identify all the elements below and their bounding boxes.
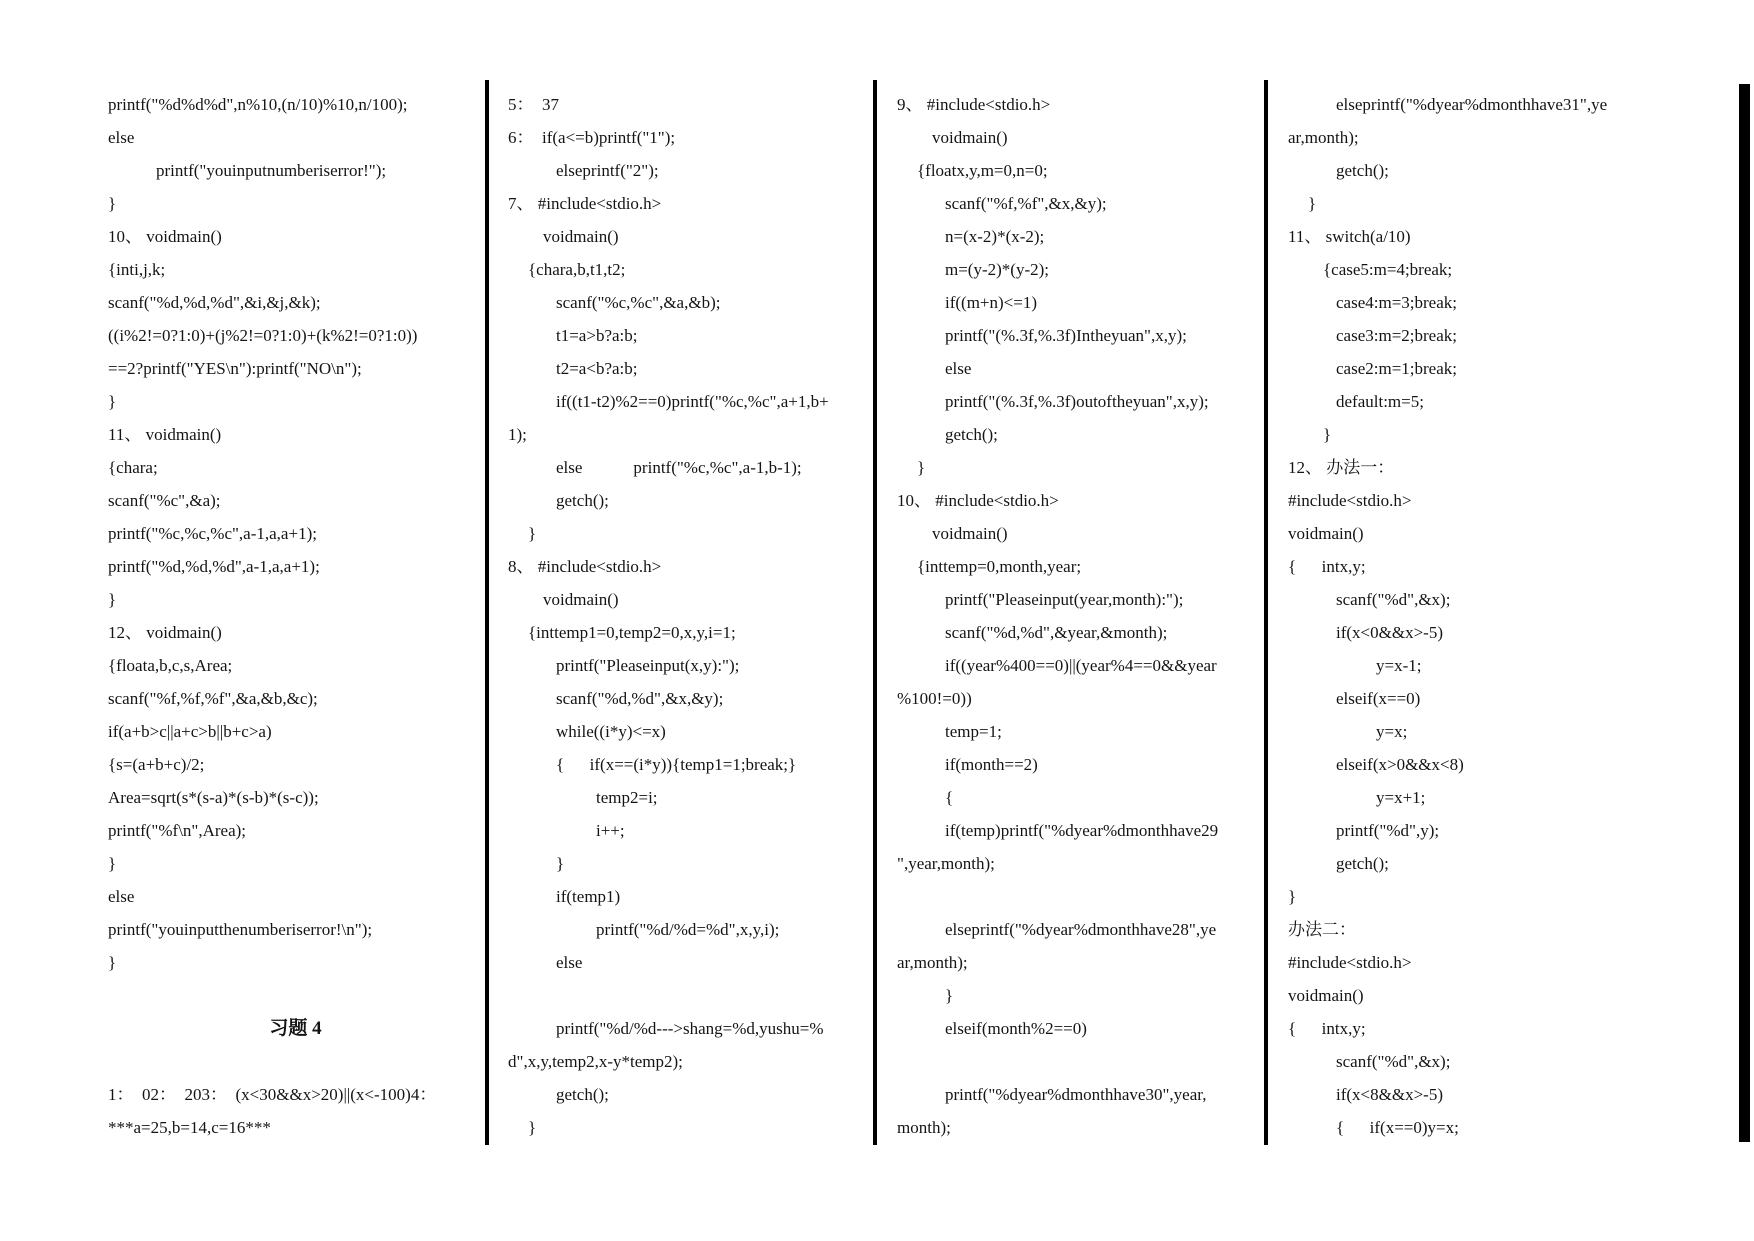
code-line: y=x+1;: [1376, 788, 1426, 807]
code-line: printf("youinputnumberiserror!");: [156, 161, 387, 180]
code-line: ***a=25,b=14,c=16***: [108, 1118, 271, 1137]
code-line: }: [917, 458, 926, 477]
code-line: getch();: [556, 1085, 609, 1104]
code-line: if((t1-t2)%2==0)printf("%c,%c",a+1,b+: [556, 392, 829, 411]
code-line: {chara;: [108, 458, 158, 477]
code-line: {inti,j,k;: [108, 260, 166, 279]
column-divider-1: [485, 80, 489, 1145]
code-line: {chara,b,t1,t2;: [528, 260, 626, 279]
code-line: if((m+n)<=1): [945, 293, 1038, 312]
code-line: getch();: [1336, 854, 1389, 873]
code-line: 12、 办法一：: [1288, 458, 1395, 477]
code-line: t2=a<b?a:b;: [556, 359, 638, 378]
code-column-3: [897, 88, 1262, 1144]
code-line: if((year%400==0)||(year%4==0&&year: [945, 656, 1217, 675]
code-line: while((i*y)<=x): [556, 722, 666, 741]
code-line: [108, 1045, 483, 1078]
code-line: { if(x==0)y=x;: [1336, 1118, 1459, 1137]
code-line: }: [108, 194, 117, 213]
code-line: voidmain(): [543, 590, 619, 609]
code-line: printf("%f\n",Area);: [108, 821, 247, 840]
code-line: temp2=i;: [596, 788, 658, 807]
code-line: scanf("%c,%c",&a,&b);: [556, 293, 721, 312]
code-line: voidmain(): [1288, 524, 1364, 543]
code-line: %100!=0)): [897, 689, 972, 708]
code-line: ((i%2!=0?1:0)+(j%2!=0?1:0)+(k%2!=0?1:0)): [108, 326, 418, 345]
code-line: scanf("%d",&x);: [1336, 1052, 1451, 1071]
code-column-1: [108, 88, 483, 1144]
section-heading: 习题 4: [269, 1018, 322, 1039]
code-line: { if(x==(i*y)){temp1=1;break;}: [556, 755, 797, 774]
code-line: temp=1;: [945, 722, 1002, 741]
column-divider-3: [1264, 80, 1268, 1145]
code-line: {: [945, 788, 954, 807]
code-line: voidmain(): [1288, 986, 1364, 1005]
code-line: printf("Pleaseinput(year,month):");: [945, 590, 1184, 609]
code-line: scanf("%d",&x);: [1336, 590, 1451, 609]
code-line: case4:m=3;break;: [1336, 293, 1457, 312]
code-column-4: [1288, 88, 1733, 1144]
code-line: 8、 #include<stdio.h>: [508, 557, 662, 576]
code-line: else: [108, 887, 135, 906]
code-line: elseif(month%2==0): [945, 1019, 1087, 1038]
code-line: else printf("%c,%c",a-1,b-1);: [556, 458, 802, 477]
code-line: #include<stdio.h>: [1288, 491, 1412, 510]
code-line: 11、 voidmain(): [108, 425, 222, 444]
code-line: printf("%d",y);: [1336, 821, 1440, 840]
code-line: Area=sqrt(s*(s-a)*(s-b)*(s-c));: [108, 788, 319, 807]
code-line: printf("%d/%d=%d",x,y,i);: [596, 920, 780, 939]
code-line: [508, 979, 873, 1012]
code-line: printf("youinputthenumberiserror!\n");: [108, 920, 373, 939]
code-line: }: [108, 953, 117, 972]
page-edge-scan-bar: [1739, 84, 1750, 1142]
code-line: [108, 979, 483, 1012]
code-line: elseprintf("%dyear%dmonthhave28",ye: [945, 920, 1217, 939]
code-line: {inttemp1=0,temp2=0,x,y,i=1;: [528, 623, 736, 642]
code-line: }: [108, 590, 117, 609]
code-line: y=x;: [1376, 722, 1408, 741]
code-line: elseif(x>0&&x<8): [1336, 755, 1464, 774]
code-line: }: [108, 854, 117, 873]
code-line: printf("Pleaseinput(x,y):");: [556, 656, 740, 675]
code-line: scanf("%d,%d",&x,&y);: [556, 689, 724, 708]
code-line: }: [528, 1118, 537, 1137]
code-line: printf("%dyear%dmonthhave30",year,: [945, 1085, 1207, 1104]
code-line: ar,month);: [1288, 128, 1359, 147]
code-line: scanf("%d,%d,%d",&i,&j,&k);: [108, 293, 321, 312]
code-line: }: [1288, 887, 1297, 906]
code-line: if(x<8&&x>-5): [1336, 1085, 1443, 1104]
code-line: 10、 #include<stdio.h>: [897, 491, 1059, 510]
code-line: else: [556, 953, 583, 972]
column-divider-2: [873, 80, 877, 1145]
code-line: 1);: [508, 425, 527, 444]
code-line: scanf("%d,%d",&year,&month);: [945, 623, 1168, 642]
code-line: d",x,y,temp2,x-y*temp2);: [508, 1052, 683, 1071]
code-line: elseprintf("%dyear%dmonthhave31",ye: [1336, 95, 1608, 114]
code-line: }: [528, 524, 537, 543]
code-line: {floatx,y,m=0,n=0;: [917, 161, 1048, 180]
code-line: y=x-1;: [1376, 656, 1422, 675]
code-line: {s=(a+b+c)/2;: [108, 755, 205, 774]
code-line: scanf("%f,%f",&x,&y);: [945, 194, 1107, 213]
code-line: { intx,y;: [1288, 1019, 1366, 1038]
code-line: 5： 37: [508, 95, 559, 114]
code-line: month);: [897, 1118, 951, 1137]
code-line: }: [108, 392, 117, 411]
code-column-2: [508, 88, 873, 1144]
code-line: if(a+b>c||a+c>b||b+c>a): [108, 722, 272, 741]
code-line: ==2?printf("YES\n"):printf("NO\n");: [108, 359, 362, 378]
code-line: n=(x-2)*(x-2);: [945, 227, 1045, 246]
code-line: [897, 880, 1262, 913]
code-line: else: [108, 128, 135, 147]
code-line: printf("(%.3f,%.3f)outoftheyuan",x,y);: [945, 392, 1209, 411]
code-line: {floata,b,c,s,Area;: [108, 656, 233, 675]
code-line: 10、 voidmain(): [108, 227, 222, 246]
code-line: if(temp1): [556, 887, 621, 906]
code-line: [897, 1045, 1262, 1078]
code-line: #include<stdio.h>: [1288, 953, 1412, 972]
code-line: case3:m=2;break;: [1336, 326, 1457, 345]
code-line: { intx,y;: [1288, 557, 1366, 576]
code-line: voidmain(): [543, 227, 619, 246]
code-line: scanf("%c",&a);: [108, 491, 221, 510]
code-line: scanf("%f,%f,%f",&a,&b,&c);: [108, 689, 318, 708]
code-line: printf("(%.3f,%.3f)Intheyuan",x,y);: [945, 326, 1187, 345]
code-line: getch();: [945, 425, 998, 444]
code-line: 办法二：: [1288, 920, 1356, 939]
code-line: printf("%d/%d--->shang=%d,yushu=%: [556, 1019, 824, 1038]
code-line: if(month==2): [945, 755, 1038, 774]
code-line: 11、 switch(a/10): [1288, 227, 1411, 246]
code-line: default:m=5;: [1336, 392, 1424, 411]
code-line: {case5:m=4;break;: [1323, 260, 1453, 279]
code-line: elseif(x==0): [1336, 689, 1421, 708]
code-line: voidmain(): [932, 524, 1008, 543]
code-line: }: [1308, 194, 1317, 213]
code-line: getch();: [556, 491, 609, 510]
code-line: printf("%c,%c,%c",a-1,a,a+1);: [108, 524, 317, 543]
code-line: if(temp)printf("%dyear%dmonthhave29: [945, 821, 1219, 840]
code-line: }: [945, 986, 954, 1005]
code-line: {inttemp=0,month,year;: [917, 557, 1082, 576]
code-line: ar,month);: [897, 953, 968, 972]
code-line: printf("%d,%d,%d",a-1,a,a+1);: [108, 557, 320, 576]
code-line: t1=a>b?a:b;: [556, 326, 638, 345]
code-line: case2:m=1;break;: [1336, 359, 1457, 378]
code-line: if(x<0&&x>-5): [1336, 623, 1443, 642]
code-line: m=(y-2)*(y-2);: [945, 260, 1050, 279]
code-line: 1： 02： 203： (x<30&&x>20)||(x<-100)4：: [108, 1085, 437, 1104]
code-line: }: [1323, 425, 1332, 444]
code-line: else: [945, 359, 972, 378]
code-line: 7、 #include<stdio.h>: [508, 194, 662, 213]
code-line: printf("%d%d%d",n%10,(n/10)%10,n/100);: [108, 95, 408, 114]
code-line: 9、 #include<stdio.h>: [897, 95, 1051, 114]
code-line: ",year,month);: [897, 854, 995, 873]
code-line: voidmain(): [932, 128, 1008, 147]
code-line: 6： if(a<=b)printf("1");: [508, 128, 676, 147]
code-line: getch();: [1336, 161, 1389, 180]
code-line: }: [556, 854, 565, 873]
code-line: elseprintf("2");: [556, 161, 659, 180]
code-line: i++;: [596, 821, 625, 840]
code-line: 12、 voidmain(): [108, 623, 222, 642]
